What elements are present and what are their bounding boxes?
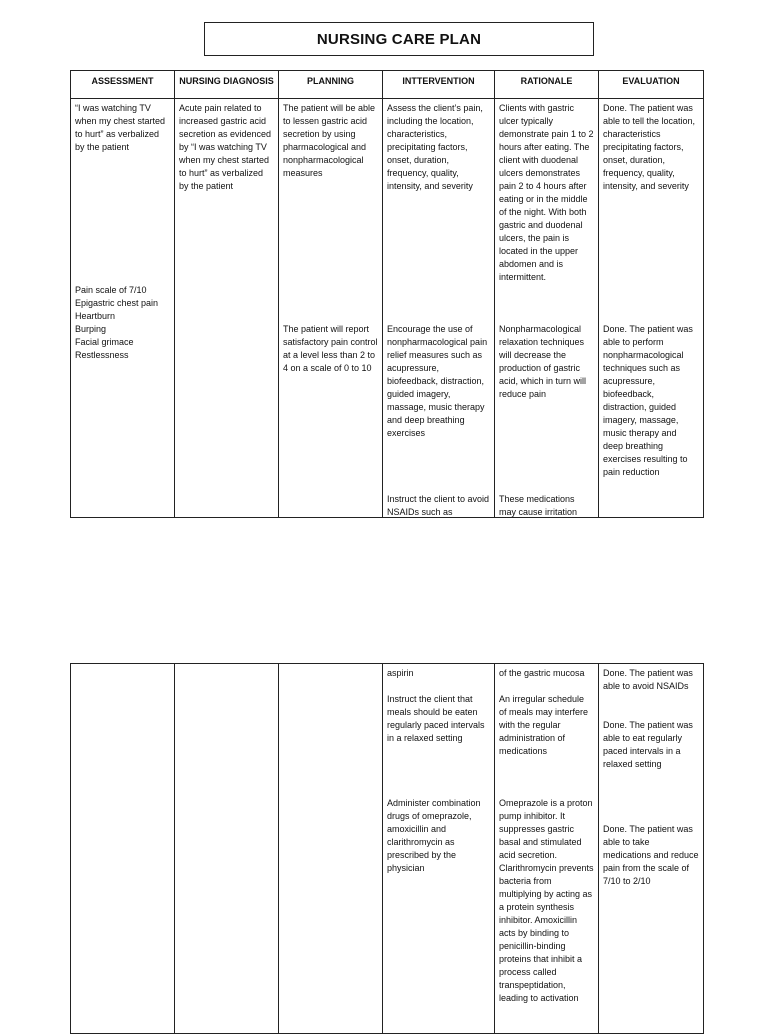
table-row — [71, 99, 704, 518]
intervention-1-continued: aspirin — [387, 668, 414, 678]
rationale-3-continued: of the gastric mucosa — [499, 668, 585, 678]
header-evaluation: EVALUATION — [599, 71, 704, 99]
diagnosis-cell — [175, 664, 279, 1034]
evaluation-5: Done. The patient was able to take medications and reduce pain from the scale of 7/10 to 2/10 — [603, 824, 699, 886]
header-assessment: ASSESSMENT — [71, 71, 175, 99]
planning-cell — [279, 99, 383, 518]
care-plan-table-part-1 — [70, 70, 704, 518]
header-row — [71, 71, 704, 99]
intervention-cell — [383, 99, 495, 518]
assessment-cell — [71, 99, 175, 518]
subjective-data: “I was watching TV when my chest started to hurt” as verbalized by the patient — [75, 103, 166, 152]
evaluation-cell — [599, 99, 704, 518]
table-row — [71, 664, 704, 1034]
evaluation-4: Done. The patient was able to eat regularly paced intervals in a relaxed setting — [603, 720, 693, 769]
planning-goal-2: The patient will report satisfactory pain control at a level less than 2 to 4 on a scale of 0 to 10 — [283, 324, 378, 373]
rationale-cell — [495, 664, 599, 1034]
intervention-1: Assess the client’s pain, including the location, characteristics, precipitating factors, onset, duration, frequency, quality, intensity, and severity — [387, 103, 483, 191]
intervention-cell — [383, 664, 495, 1034]
intervention-2: Encourage the use of nonpharmacological pain relief measures such as acupressure, biofeedback, distraction, guided imagery, massage, music therapy and deep breathing exercises — [387, 324, 488, 438]
page-title: NURSING CARE PLAN — [204, 22, 594, 56]
evaluation-1: Done. The patient was able to tell the location, characteristics precipitating factors, onset, duration, frequency, quality, intensity, and severity — [603, 103, 696, 191]
diagnosis-cell — [175, 99, 279, 518]
evaluation-2: Done. The patient was able to perform nonpharmacological techniques such as acupressure, biofeedback, distraction, guided imagery, massage, music therapy and deep breathing exercises resulting to pain reduction — [603, 324, 693, 477]
rationale-cell — [495, 99, 599, 518]
intervention-3: Instruct the client to avoid NSAIDs such as — [387, 494, 490, 517]
evaluation-3: Done. The patient was able to avoid NSAIDs — [603, 668, 693, 691]
rationale-3: These medications may cause irritation — [499, 494, 578, 517]
rationale-4: An irregular schedule of meals may interfere with the regular administration of medications — [499, 694, 589, 756]
objective-data: Pain scale of 7/10 Epigastric chest pain Heartburn Burping Facial grimace Restlessness — [75, 285, 159, 360]
nursing-diagnosis-text: Acute pain related to increased gastric acid secretion as evidenced by “I was watching TV when my chest started to hurt” as verbalized by the patient — [179, 103, 272, 191]
header-planning: PLANNING — [279, 71, 383, 99]
intervention-4: Instruct the client that meals should be eaten regularly paced intervals in a relaxed setting — [387, 694, 485, 743]
rationale-5: Omeprazole is a proton pump inhibitor. It suppresses gastric basal and stimulated acid secretion. Clarithromycin prevents bacteria from multiplying by acting as a protein synthesis inhibitor. Amoxicillin acts by binding to penicillin-binding proteins that inhibit a process called transpeptidation, leading to activation — [499, 798, 594, 1003]
intervention-5: Administer combination drugs of omeprazole, amoxicillin and clarithromycin as prescribed by the physician — [387, 798, 481, 873]
rationale-2: Nonpharmacological relaxation techniques will decrease the production of gastric acid, which in turn will reduce pain — [499, 324, 587, 399]
planning-cell — [279, 664, 383, 1034]
header-nursing-diagnosis: NURSING DIAGNOSIS — [175, 71, 279, 99]
rationale-1: Clients with gastric ulcer typically demonstrate pain 1 to 2 hours after eating. The client with duodenal ulcers demonstrates pain 2 to 4 hours after eating or in the middle of the night. With both gastric and duodenal ulcers, the pain is located in the upper abdomen and is intermittent. — [499, 103, 594, 282]
assessment-cell — [71, 664, 175, 1034]
evaluation-cell — [599, 664, 704, 1034]
care-plan-table-part-2 — [70, 663, 704, 1034]
header-rationale: RATIONALE — [495, 71, 599, 99]
planning-goal-1: The patient will be able to lessen gastric acid secretion by using pharmacological and nonpharmacological measures — [283, 103, 376, 178]
header-intervention: INTTERVENTION — [383, 71, 495, 99]
